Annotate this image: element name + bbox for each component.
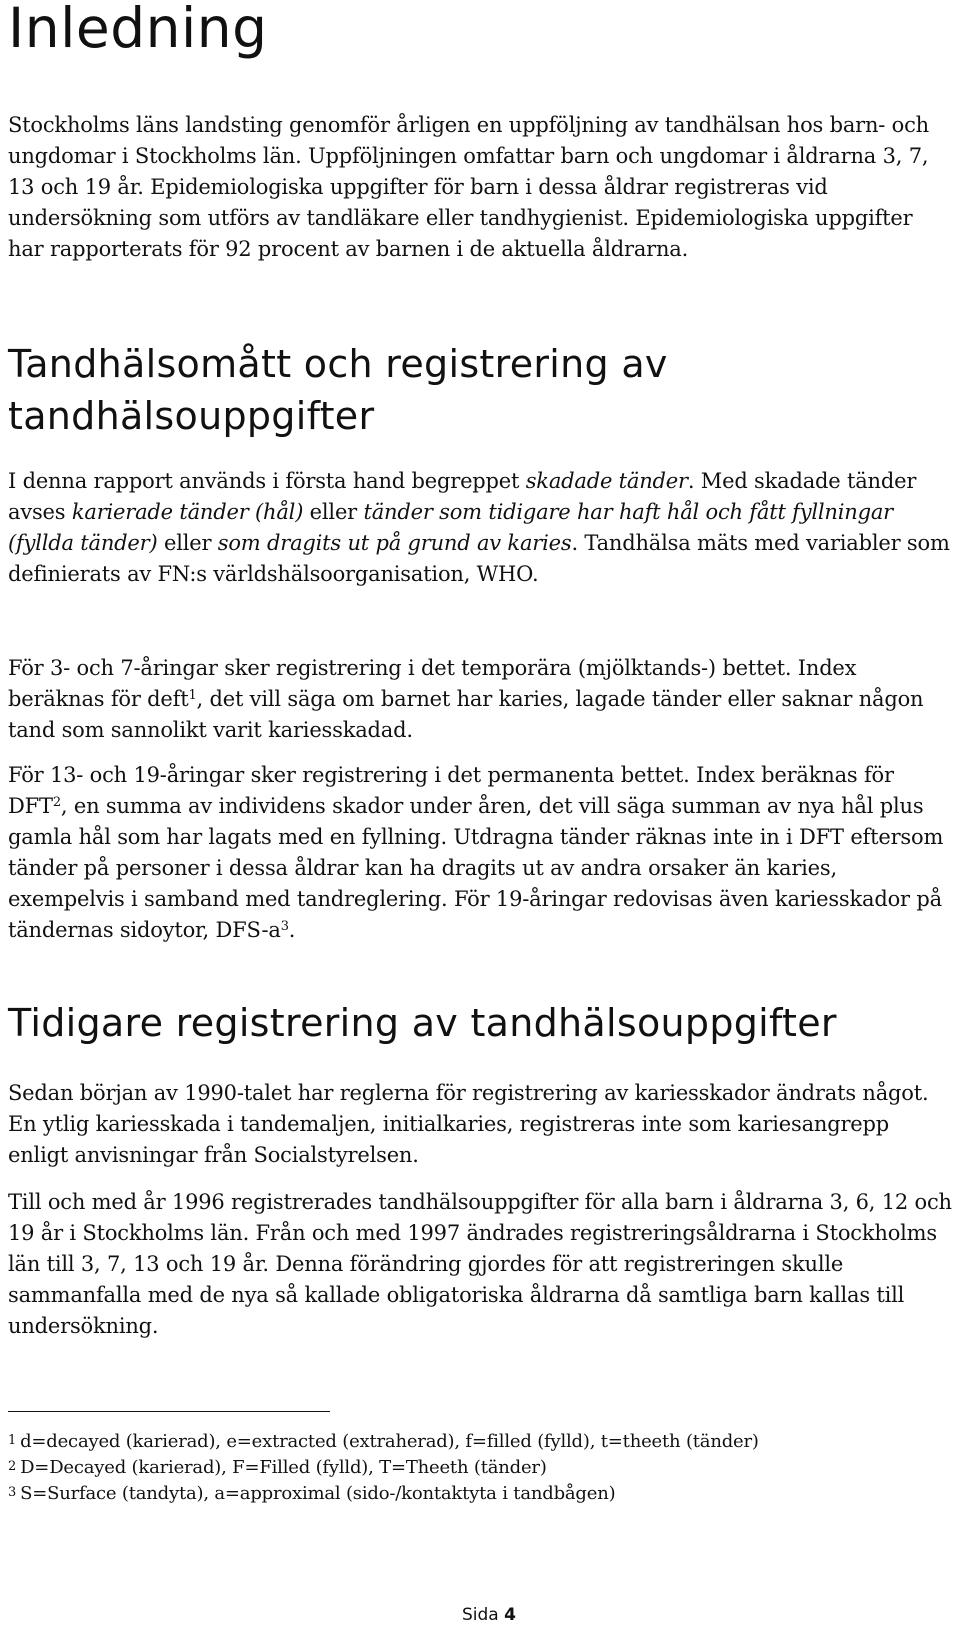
section-heading-history: Tidigare registrering av tandhälsouppgifter bbox=[8, 1001, 837, 1045]
footnote-ref: 3 bbox=[280, 919, 289, 934]
footnote-1 bbox=[8, 1428, 759, 1455]
italic-run: som dragits ut på grund av karies bbox=[217, 531, 572, 555]
italic-run: skadade tänder bbox=[525, 469, 688, 493]
footnote-3 bbox=[8, 1480, 615, 1507]
page-label: Sida bbox=[462, 1605, 499, 1625]
text-run: I denna rapport används i första hand begreppet bbox=[8, 469, 526, 493]
heading-line-2: tandhälsouppgifter bbox=[8, 394, 375, 438]
text-run: . Med skadade tänder avses bbox=[8, 469, 917, 524]
footnote-mark: 1 bbox=[8, 1433, 17, 1448]
text-run: . bbox=[288, 918, 296, 942]
text-run: För 3- och 7-åringar sker registrering i det temporära (mjölktands-) bettet. Index beräknas för deft bbox=[8, 656, 857, 711]
history-paragraph-1: Sedan början av 1990-talet har reglerna för registrering av kariesskador ändrats något. En ytlig kariesskada i tandemaljen, initialkaries, registreras inte som kariesangrepp enligt anvisningar från Socialstyrelsen. bbox=[8, 1081, 929, 1167]
footnote-divider bbox=[8, 1411, 330, 1412]
text-run: eller bbox=[303, 500, 364, 524]
section-heading-measures bbox=[8, 338, 668, 442]
page-footer bbox=[462, 1605, 516, 1625]
footnote-text: d=decayed (karierad), e=extracted (extraherad), f=filled (fylld), t=theeth (tänder) bbox=[20, 1431, 759, 1452]
intro-paragraph: Stockholms läns landsting genomför årligen en uppföljning av tandhälsan hos barn- och ungdomar i Stockholms län. Uppföljningen omfattar barn och ungdomar i åldrarna 3, 7, 13 och 19 år. Epidemiologiska uppgifter för barn i dessa åldrar registreras vid undersökning som utförs av tandläkare eller tandhygienist. Epidemiologiska uppgifter har rapporterats för 92 procent av barnen i de aktuella åldrarna. bbox=[8, 113, 929, 261]
footnote-mark: 3 bbox=[8, 1485, 17, 1500]
italic-run: tänder som tidigare har haft hål och fått fyllningar (fyllda tänder) bbox=[8, 500, 893, 555]
measures-paragraph-1 bbox=[8, 466, 953, 590]
text-run: eller bbox=[157, 531, 218, 555]
page-number: 4 bbox=[504, 1605, 516, 1625]
footnote-mark: 2 bbox=[8, 1459, 17, 1474]
footnote-ref: 1 bbox=[188, 688, 197, 703]
footnote-text: D=Decayed (karierad), F=Filled (fylld), T=Theeth (tänder) bbox=[20, 1457, 547, 1478]
text-run: . Tandhälsa mäts med variabler som definierats av FN:s världshälsoorganisation, WHO. bbox=[8, 531, 950, 586]
page-title: Inledning bbox=[8, 0, 268, 60]
history-paragraph-2: Till och med år 1996 registrerades tandhälsouppgifter för alla barn i åldrarna 3, 6, 12 och 19 år i Stockholms län. Från och med 1997 ändrades registreringsåldrarna i Stockholms län till 3, 7, 13 och 19 år. Denna förändring gjordes för att registreringen skulle sammanfalla med de nya så kallade obligatoriska åldrarna då samtliga barn kallas till undersökning. bbox=[8, 1190, 952, 1338]
footnote-text: S=Surface (tandyta), a=approximal (sido-/kontaktyta i tandbågen) bbox=[20, 1483, 616, 1504]
text-run: , det vill säga om barnet har karies, lagade tänder eller saknar någon tand som sannolikt varit kariesskadad. bbox=[8, 687, 924, 742]
italic-run: karierade tänder (hål) bbox=[71, 500, 304, 524]
measures-paragraph-3 bbox=[8, 760, 953, 946]
heading-line-1: Tandhälsomått och registrering av bbox=[8, 342, 668, 386]
footnote-ref: 2 bbox=[52, 795, 61, 810]
text-run: För 13- och 19-åringar sker registrering i det permanenta bettet. Index beräknas för DFT bbox=[8, 763, 894, 818]
text-run: , en summa av individens skador under åren, det vill säga summan av nya hål plus gamla hål som har lagats med en fyllning. Utdragna tänder räknas inte in i DFT eftersom tänder på personer i dessa åldrar kan ha dragits ut av andra orsaker än karies, exempelvis i samband med tandreglering. För 19-åringar redovisas även kariesskador på tändernas sidoytor, DFS-a bbox=[8, 794, 944, 942]
measures-paragraph-2 bbox=[8, 653, 953, 746]
footnote-2 bbox=[8, 1454, 547, 1481]
